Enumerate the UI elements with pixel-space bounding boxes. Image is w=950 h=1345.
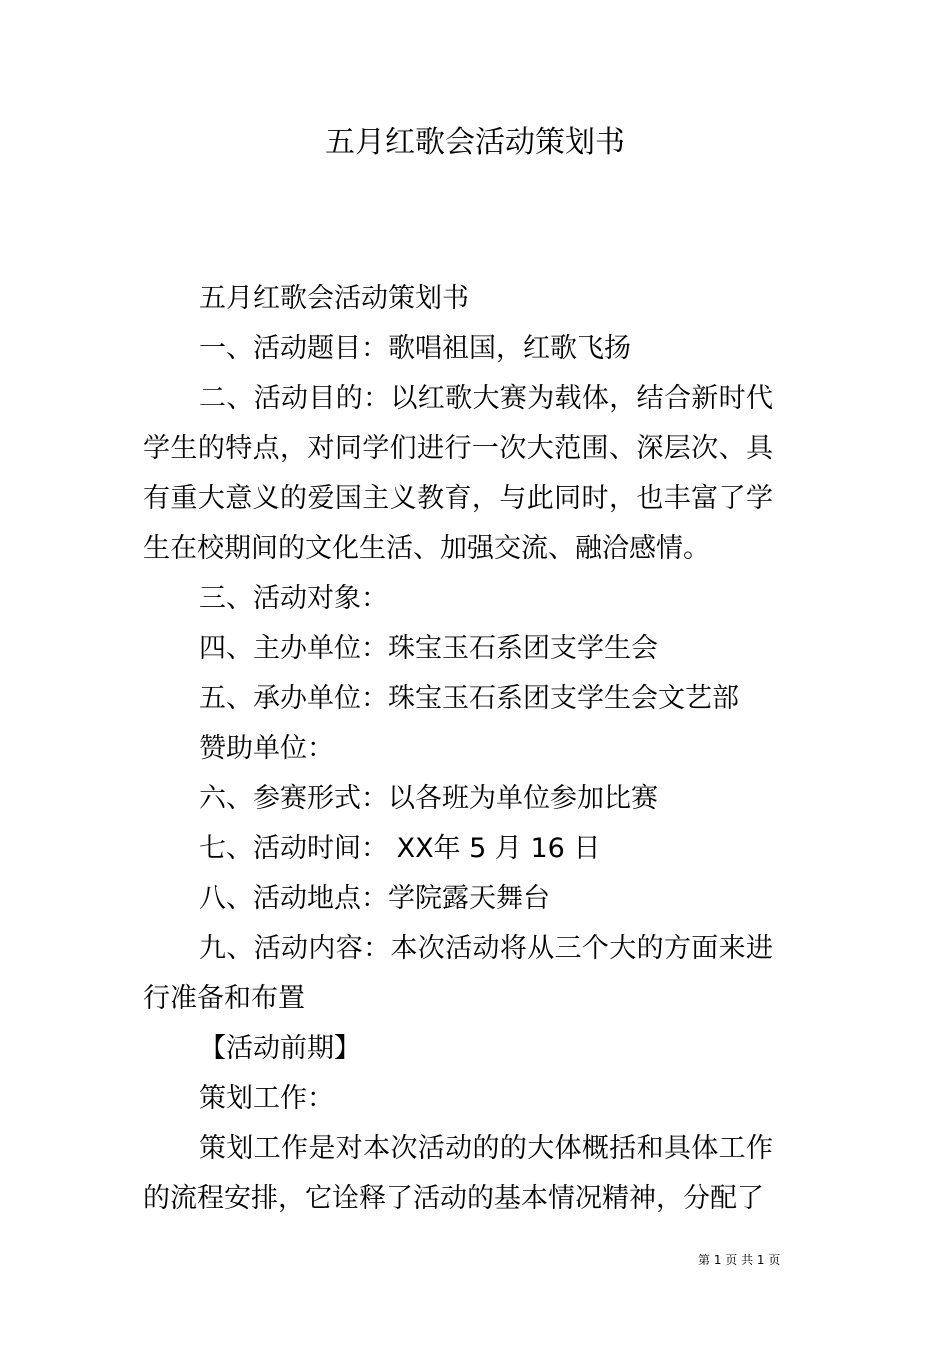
paragraph-activity-topic: 一、活动题目：歌唱祖国，红歌飞扬 bbox=[199, 333, 631, 364]
paragraph-activity-purpose: 二、活动目的：以红歌大赛为载体，结合新时代学生的特点，对同学们进行一次大范围、深层次、具有重大意义的爱国主义教育，与此同时，也丰富了学生在校期间的文化生活、加强交流、融洽感情。 bbox=[143, 383, 773, 564]
paragraph-activity-venue: 八、活动地点：学院露天舞台 bbox=[199, 883, 550, 914]
paragraph-activity-audience: 三、活动对象： bbox=[199, 583, 388, 614]
paragraph-competition-format: 六、参赛形式：以各班为单位参加比赛 bbox=[199, 783, 658, 814]
paragraph-activity-content: 九、活动内容：本次活动将从三个大的方面来进行准备和布置 bbox=[143, 933, 773, 1014]
paragraph-pre-activity-heading: 【活动前期】 bbox=[199, 1033, 361, 1064]
paragraph-co-organizer: 五、承办单位：珠宝玉石系团支学生会文艺部 bbox=[199, 683, 739, 714]
document-body bbox=[143, 274, 773, 1224]
paragraph-planning-label: 策划工作： bbox=[199, 1083, 334, 1114]
document-title: 五月红歌会活动策划书 bbox=[325, 125, 625, 160]
paragraph-planning-description: 策划工作是对本次活动的的大体概括和具体工作的流程安排，它诠释了活动的基本情况精神，分配了 bbox=[143, 1133, 773, 1214]
page-number-footer: 第 1 页 共 1 页 bbox=[698, 1253, 781, 1267]
paragraph-heading: 五月红歌会活动策划书 bbox=[199, 283, 469, 314]
paragraph-organizer: 四、主办单位：珠宝玉石系团支学生会 bbox=[199, 633, 658, 664]
paragraph-sponsor: 赞助单位： bbox=[199, 733, 334, 764]
paragraph-activity-time: 七、活动时间： XX年 5 月 16 日 bbox=[199, 833, 601, 864]
